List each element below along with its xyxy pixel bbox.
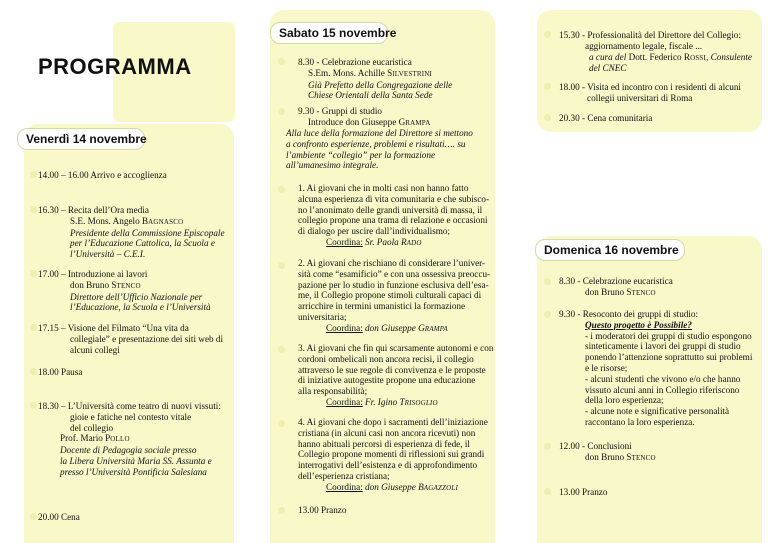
bullet-dot [30, 270, 37, 277]
speaker-role: la Libera Università Maria SS. Assunta e [60, 455, 212, 466]
study-group-4: 4. Ai giovani che dopo i sacramenti dell’iniziazione cristiana (in alcuni casi non ancora ricevuti) non hanno abituali percorsi di esperienza di fede, il Collegio propone momenti di riflessioni sui grandi interrogativi dell’esistenza e di approfondimento dell’esperienza cristiana; Coordina: don Giuseppe BAGAZZOLI [298, 417, 488, 492]
event-line: 8.30 - Celebrazione eucaristica [298, 57, 412, 67]
event-line: gioie e fatiche nel contesto vitale [70, 411, 192, 422]
saturday-event-mass [298, 57, 452, 101]
bullet-dot [544, 443, 551, 450]
speaker-role: per l’Educazione Cattolica, la Scuola e [70, 238, 215, 249]
speaker-name: S.Em. Mons. Achille SILVESTRINI [308, 67, 433, 78]
sunday-event-conclusioni: 12.00 - Conclusioni don Bruno STENCO [559, 441, 656, 462]
bullet-dot [544, 488, 551, 495]
sunday-event-pranzo: 13.00 Pranzo [559, 487, 608, 497]
bullet-dot [30, 513, 37, 520]
friday-header: Venerdì 14 novembre [17, 128, 145, 150]
friday-event-arrival [38, 170, 167, 181]
bullet-dot [544, 311, 551, 318]
bullet-dot [30, 324, 37, 331]
speaker-name: S.E. Mons. Angelo BAGNASCO [70, 215, 184, 226]
speaker-role: Già Prefetto della Congregazione delle [308, 79, 453, 90]
bullet-dot [278, 507, 285, 514]
coordinator-label: Coordina: [326, 396, 363, 407]
event-line: 18.30 – L’Università come teatro di nuovi vissuti: [38, 401, 221, 411]
speaker-name: Prof. Mario POLLO [60, 433, 130, 444]
bullet-dot [544, 278, 551, 285]
study-group-2: 2. Ai giovani che rischiano di considerare l’univer- sità come “esamificio” e con una ossessiva preoccu- pazione per lo studio in funzione esclusiva dell’esa- me, il Collegio propone stimoli culturali capaci di arricchire in termini umanistici la formazione universitaria; Coordina: don Giuseppe GRAMPA [298, 258, 491, 333]
bullet-dot [278, 108, 285, 115]
speaker-role: l’Università – C.E.I. [70, 249, 146, 260]
friday-event-ora-media [38, 205, 225, 260]
friday-event-film [38, 323, 223, 355]
event-line: 18.00 Pausa [38, 367, 83, 377]
saturday-event-cena: 20.30 - Cena comunitaria [559, 113, 653, 123]
sunday-event-resoconto: 9.30 - Resoconto dei gruppi di studio: Questo progetto è Possibile? - i moderatori dei gruppi di studio espongono sinteticamente i lavori dei gruppi di studio ponendo l’attenzione soprattutto sui problemi e le risorse; - alcuni studenti che vivono e/o che hanno vissuto alcuni anni in Collegio riferiscono della loro esperienza; - alcune note e significative personalità raccontano la loro esperienza. [559, 309, 753, 427]
bullet-dot [30, 368, 37, 375]
event-line: 16.30 – Recita dell’Ora media [38, 205, 149, 215]
event-line: collegiale” e presentazione dei siti web di [70, 333, 224, 344]
saturday-event-visita: 18.00 - Visita ed incontro con i residenti di alcuni collegii universitari di Roma [559, 82, 741, 103]
event-line: del collegio [70, 422, 114, 433]
bullet-dot [544, 83, 551, 90]
coordinator-label: Coordina: [326, 481, 363, 492]
saturday-header: Sabato 15 novembre [270, 22, 388, 44]
event-line: alcuni collegi [70, 344, 120, 355]
speaker-role: Chiese Orientali della Santa Sede [308, 90, 433, 101]
friday-event-intro [38, 269, 211, 313]
study-group-1: 1. Ai giovani che in molti casi non hanno fatto alcuna esperienza di vita comunitaria e che subisco- no l’anonimato delle grandi università di massa, il collegio propone una trama di relazione e occasioni di dialogo per uscire dall’individualismo; Coordina: Sr. Paola RADO [298, 183, 490, 247]
saturday-event-groups [298, 106, 430, 129]
speaker-role: presso l’Università Pontificia Salesiana [60, 466, 207, 477]
speaker-role: Direttore dell’Ufficio Nazionale per [70, 291, 203, 302]
event-line: 17.00 – Introduzione ai lavori [38, 269, 148, 279]
event-line: 17.15 – Visione del Filmato “Una vita da [38, 323, 189, 333]
speaker-role: Presidente della Commissione Episcopale [70, 227, 225, 238]
event-line: 20.00 Cena [38, 512, 80, 522]
bullet-dot [30, 402, 37, 409]
bullet-dot [278, 262, 285, 269]
bullet-dot [544, 31, 551, 38]
bullet-dot [278, 186, 285, 193]
page-title: PROGRAMMA [38, 54, 192, 79]
coordinator-name: Fr. Igino T [365, 396, 405, 407]
bullet-dot [30, 206, 37, 213]
friday-event-university [38, 401, 221, 478]
saturday-event-pranzo: 13.00 Pranzo [298, 505, 347, 515]
speaker-role: Docente di Pedagogia sociale presso [60, 445, 197, 456]
speaker-name: don Bruno STENCO [70, 279, 141, 290]
event-line: 9.30 - Gruppi di studio [298, 106, 382, 116]
question-heading: Questo progetto è Possibile? [585, 319, 692, 330]
sunday-event-mass: 8.30 - Celebrazione eucaristica don Bruno STENCO [559, 276, 673, 297]
bullet-dot [278, 420, 285, 427]
bullet-dot [544, 114, 551, 121]
speaker-role: l’Educazione, la Scuola e l’Università [70, 302, 211, 313]
study-group-3: 3. Ai giovani che fin qui scarsamente autonomi e con cordoni ombelicali non ancora recisi, il collegio attraverso le sue regole di convivenza e le proposte di iniziative autogestite propone una educazione alla responsabilità; Coordina: Fr. Igino TRISOGLIO [298, 343, 494, 407]
coordinator-name: don Giuseppe G [365, 322, 425, 333]
sunday-header: Domenica 16 novembre [535, 239, 685, 261]
bullet-dot [278, 346, 285, 353]
coordinator-name: don Giuseppe B [365, 481, 424, 492]
coordinator-name: Sr. Paola R [365, 236, 407, 247]
saturday-groups-description: Alla luce della formazione del Direttore si mettono a confronto esperienze, problemi e risultati…. su l’ambiente “collegio” per la formazione all’umanesimo integrale. [286, 128, 473, 171]
bullet-dot [30, 171, 37, 178]
saturday-event-professionalita: 15.30 - Professionalità del Direttore del Collegio: aggiornamento legale, fiscale ... a cura del Dott. Federico ROSSI, Consulente del CNEC [559, 30, 752, 74]
speaker-name: Introduce don Giuseppe GRAMPA [308, 116, 431, 127]
coordinator-label: Coordina: [326, 236, 363, 247]
coordinator-label: Coordina: [326, 322, 363, 333]
friday-event-cena [38, 512, 80, 523]
friday-event-pausa [38, 367, 82, 378]
bullet-dot [278, 58, 285, 65]
event-line: 14.00 – 16.00 Arrivo e accoglienza [38, 170, 167, 180]
